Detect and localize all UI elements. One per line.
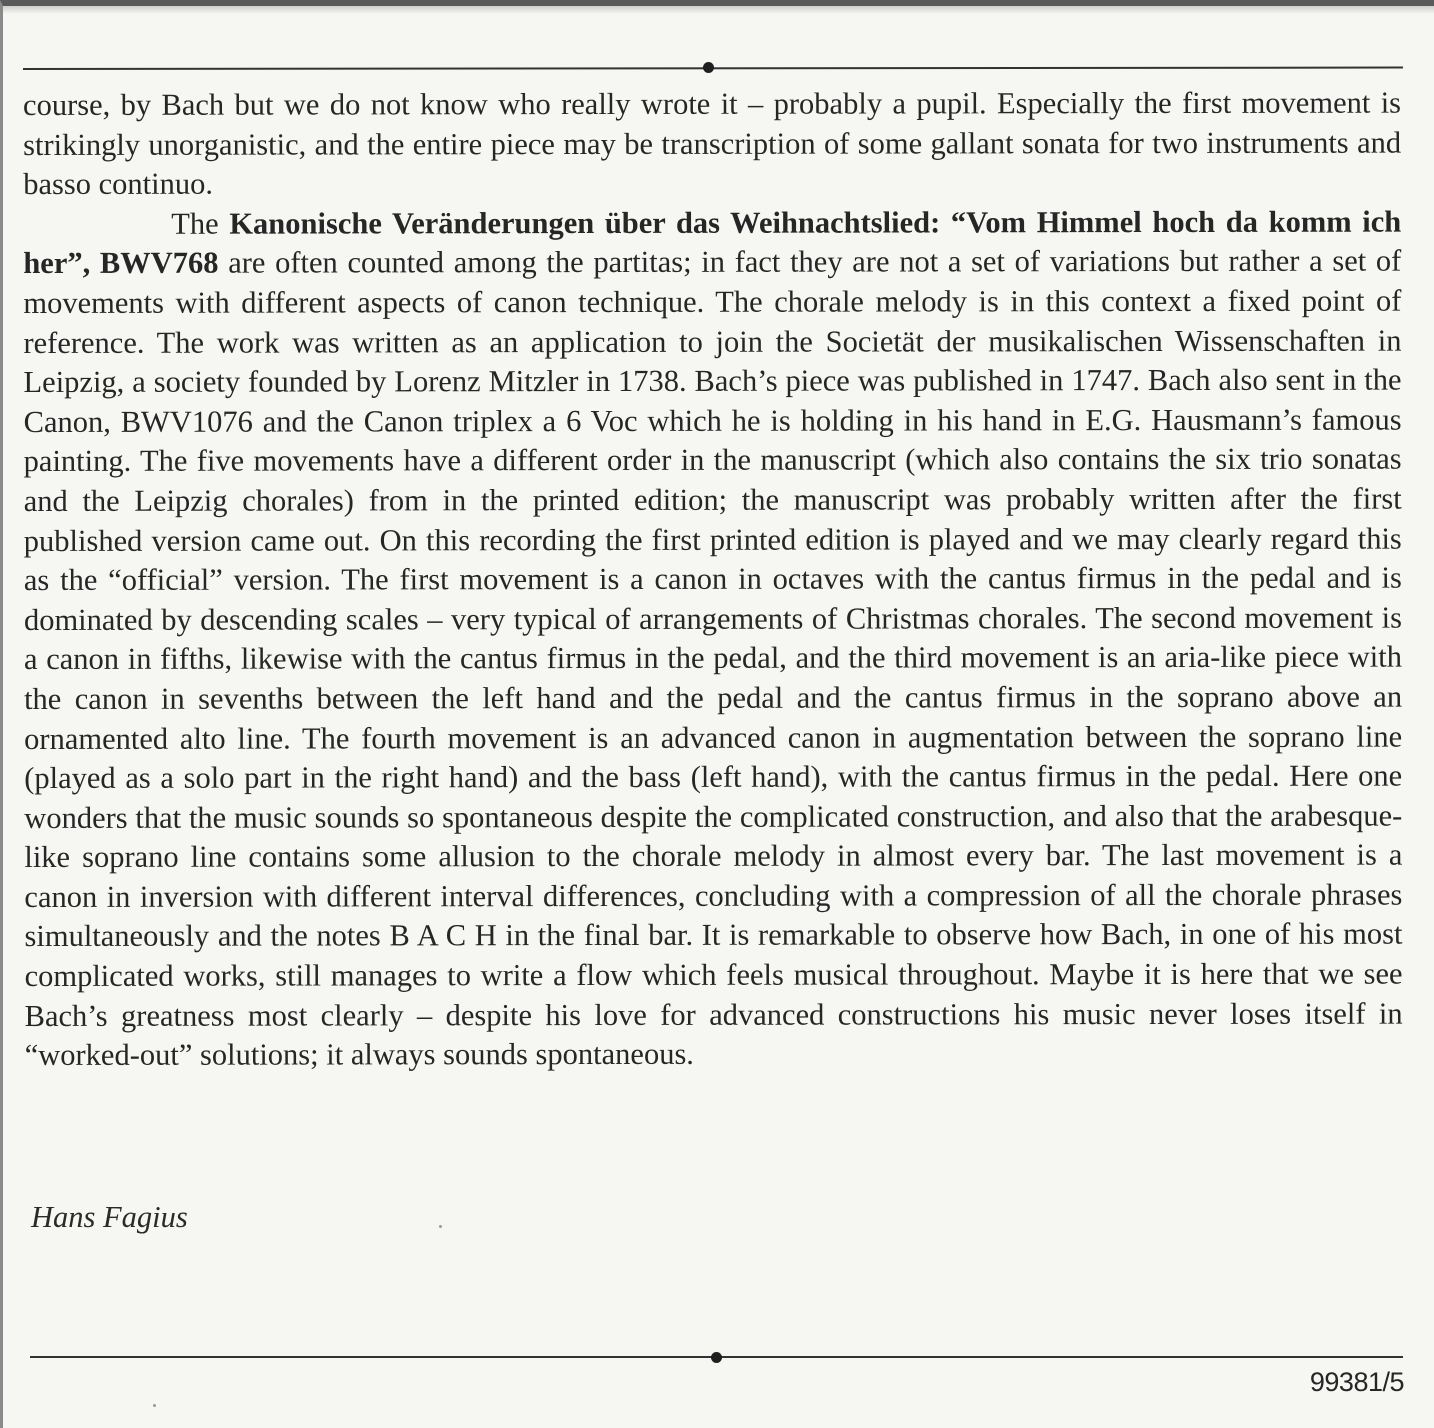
- top-divider-dot: [703, 62, 714, 73]
- paper-speck: [153, 1404, 156, 1407]
- paragraph-bwv768: [23, 202, 1403, 1075]
- essay-body: [23, 84, 1403, 1076]
- catalog-number: 99381/5: [1309, 1367, 1404, 1397]
- paper-speck: [439, 1225, 442, 1228]
- author-signature: Hans Fagius: [31, 1200, 188, 1234]
- paragraph-lead: The: [171, 206, 230, 241]
- scan-edge-shadow: [3, 6, 1434, 14]
- paragraph-intro: course, by Bach but we do not know who really wrote it – probably a pupil. Especially the first movement is strikingly unorganistic, and the entire piece may be transcription of some gallant sonata for two instruments and basso continuo.: [23, 85, 1402, 202]
- work-title: Kanonische Veränderungen über das Weihnachtslied: “Vom Himmel hoch da komm ich her”, BWV768: [23, 204, 1402, 281]
- bottom-divider-dot: [711, 1352, 722, 1363]
- paragraph-text: are often counted among the partitas; in fact they are not a set of variations but rather a set of movements with different aspects of canon technique. The chorale melody is in this context a fixed point of reference. The work was written as an application to join the Societät der musikalischen Wissenschaften in Leipzig, a society founded by Lorenz Mitzler in 1738. Bach’s piece was published in 1747. Bach also sent in the Canon, BWV1076 and the Canon triplex a 6 Voc which he is holding in his hand in E.G. Hausmann’s famous painting. The five movements have a different order in the manuscript (which also contains the six trio sonatas and the Leipzig chorales) from in the printed edition; the manuscript was probably written after the first published version came out. On this recording the first printed edition is played and we may clearly regard this as the “official” version. The first movement is a canon in octaves with the cantus firmus in the pedal and is dominated by descending scales – very typical of arrangements of Christmas chorales. The second movement is a canon in fifths, likewise with the cantus firmus in the pedal, and the third movement is an aria-like piece with the canon in sevenths between the left hand and the pedal and the cantus firmus in the soprano above an ornamented alto line. The fourth movement is an advanced canon in augmentation between the soprano line (played as a solo part in the right hand) and the bass (left hand), with the cantus firmus in the pedal. Here one wonders that the music sounds so spontaneous despite the complicated construction, and also that the arabesque-like soprano line contains some allusion to the chorale melody in almost every bar. The last movement is a canon in inversion with different interval differences, concluding with a compression of all the chorale phrases simultaneously and the notes B A C H in the final bar. It is remarkable to observe how Bach, in one of his most complicated works, still manages to write a flow which feels musical throughout. Maybe it is here that we see Bach’s greatness most clearly – despite his love for advanced constructions his music never loses itself in “worked-out” solutions; it always sounds spontaneous.: [23, 243, 1403, 1073]
